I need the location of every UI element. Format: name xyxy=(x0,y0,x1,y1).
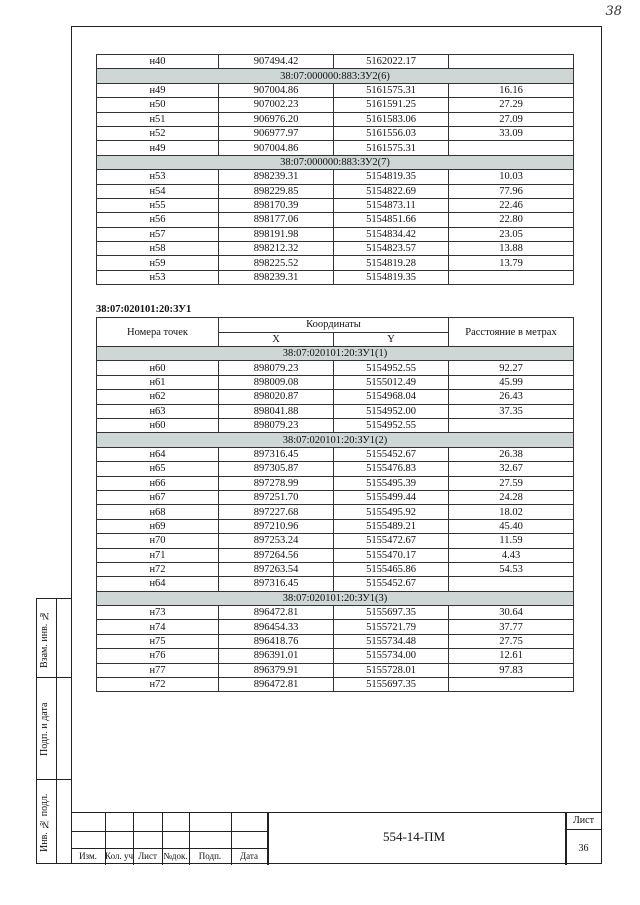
point-cell: н63 xyxy=(97,404,219,418)
table-row xyxy=(97,55,574,69)
table-row xyxy=(97,548,574,562)
distance-cell: 27.75 xyxy=(449,634,574,648)
table-row xyxy=(97,606,574,620)
x-cell: 907494.42 xyxy=(219,55,334,69)
y-cell: 5161591.25 xyxy=(334,98,449,112)
group-title: 38:07:020101:20:ЗУ1(3) xyxy=(97,591,574,605)
table-row xyxy=(97,83,574,97)
table-row xyxy=(97,227,574,241)
table-row xyxy=(97,213,574,227)
y-cell: 5154834.42 xyxy=(334,227,449,241)
table-row xyxy=(97,361,574,375)
point-cell: н67 xyxy=(97,490,219,504)
x-cell: 896379.91 xyxy=(219,663,334,677)
table-row xyxy=(97,198,574,212)
table-row xyxy=(97,404,574,418)
table-row xyxy=(97,562,574,576)
group-header-row xyxy=(97,591,574,605)
x-cell: 898170.39 xyxy=(219,198,334,212)
header-coordinates: Координаты xyxy=(219,318,449,332)
x-cell: 898239.31 xyxy=(219,270,334,284)
group-header-row xyxy=(97,433,574,447)
sheet-label: Лист xyxy=(573,815,594,826)
point-cell: н53 xyxy=(97,270,219,284)
table-row xyxy=(97,649,574,663)
distance-cell: 45.40 xyxy=(449,519,574,533)
y-cell: 5154968.04 xyxy=(334,390,449,404)
x-cell: 896472.81 xyxy=(219,678,334,692)
table-row xyxy=(97,678,574,692)
point-cell: н54 xyxy=(97,184,219,198)
distance-cell: 13.79 xyxy=(449,256,574,270)
point-cell: н76 xyxy=(97,649,219,663)
table-row xyxy=(97,519,574,533)
distance-cell: 13.88 xyxy=(449,242,574,256)
x-cell: 898239.31 xyxy=(219,170,334,184)
x-cell: 897316.45 xyxy=(219,447,334,461)
point-cell: н77 xyxy=(97,663,219,677)
distance-cell: 30.64 xyxy=(449,606,574,620)
point-cell: н68 xyxy=(97,505,219,519)
table-row xyxy=(97,170,574,184)
point-cell: н61 xyxy=(97,375,219,389)
point-cell: н49 xyxy=(97,141,219,155)
distance-cell: 22.80 xyxy=(449,213,574,227)
point-cell: н56 xyxy=(97,213,219,227)
point-cell: н59 xyxy=(97,256,219,270)
x-cell: 898041.88 xyxy=(219,404,334,418)
y-cell: 5155697.35 xyxy=(334,606,449,620)
distance-cell xyxy=(449,55,574,69)
y-cell: 5155476.83 xyxy=(334,462,449,476)
y-cell: 5155472.67 xyxy=(334,534,449,548)
table-row xyxy=(97,534,574,548)
x-cell: 898020.87 xyxy=(219,390,334,404)
distance-cell xyxy=(449,418,574,432)
x-cell: 898191.98 xyxy=(219,227,334,241)
y-cell: 5154823.57 xyxy=(334,242,449,256)
x-cell: 907004.86 xyxy=(219,141,334,155)
x-cell: 898009.08 xyxy=(219,375,334,389)
table-row xyxy=(97,490,574,504)
point-cell: н51 xyxy=(97,112,219,126)
x-cell: 906977.97 xyxy=(219,126,334,140)
point-cell: н75 xyxy=(97,634,219,648)
y-cell: 5155452.67 xyxy=(334,447,449,461)
tb-label-ndok: №док. xyxy=(163,851,188,861)
y-cell: 5162022.17 xyxy=(334,55,449,69)
group-title: 38:07:020101:20:ЗУ1(1) xyxy=(97,347,574,361)
point-cell: н57 xyxy=(97,227,219,241)
point-cell: н64 xyxy=(97,447,219,461)
distance-cell: 92.27 xyxy=(449,361,574,375)
point-cell: н58 xyxy=(97,242,219,256)
y-cell: 5154952.00 xyxy=(334,404,449,418)
handwritten-page-number: 38 xyxy=(605,4,622,19)
distance-cell: 32.67 xyxy=(449,462,574,476)
tb-label-izm: Изм. xyxy=(79,851,97,861)
y-cell: 5155495.92 xyxy=(334,505,449,519)
table-row xyxy=(97,112,574,126)
distance-cell: 18.02 xyxy=(449,505,574,519)
x-cell: 897251.70 xyxy=(219,490,334,504)
table-row xyxy=(97,462,574,476)
y-cell: 5155470.17 xyxy=(334,548,449,562)
distance-cell: 37.77 xyxy=(449,620,574,634)
tb-label-data: Дата xyxy=(240,851,258,861)
table-row xyxy=(97,242,574,256)
distance-cell xyxy=(449,270,574,284)
coordinates-table-top xyxy=(96,54,574,285)
y-cell: 5155728.01 xyxy=(334,663,449,677)
distance-cell: 27.09 xyxy=(449,112,574,126)
x-cell: 896391.01 xyxy=(219,649,334,663)
header-distance: Расстояние в метрах xyxy=(449,318,574,347)
table-row xyxy=(97,447,574,461)
distance-cell: 26.43 xyxy=(449,390,574,404)
point-cell: н60 xyxy=(97,361,219,375)
x-cell: 896454.33 xyxy=(219,620,334,634)
distance-cell: 16.16 xyxy=(449,83,574,97)
distance-cell: 22.46 xyxy=(449,198,574,212)
sheet-number: 36 xyxy=(578,843,589,854)
stamp-column-divider xyxy=(56,599,57,863)
group-header-row xyxy=(97,69,574,83)
distance-cell: 37.35 xyxy=(449,404,574,418)
y-cell: 5154819.28 xyxy=(334,256,449,270)
table-row xyxy=(97,634,574,648)
point-cell: н60 xyxy=(97,418,219,432)
y-cell: 5155452.67 xyxy=(334,577,449,591)
point-cell: н40 xyxy=(97,55,219,69)
y-cell: 5155697.35 xyxy=(334,678,449,692)
table-row xyxy=(97,184,574,198)
group-header-row xyxy=(97,155,574,169)
point-cell: н72 xyxy=(97,678,219,692)
point-cell: н50 xyxy=(97,98,219,112)
distance-cell: 97.83 xyxy=(449,663,574,677)
x-cell: 897316.45 xyxy=(219,577,334,591)
table-row xyxy=(97,375,574,389)
x-cell: 897253.24 xyxy=(219,534,334,548)
point-cell: н62 xyxy=(97,390,219,404)
y-cell: 5161575.31 xyxy=(334,83,449,97)
tb-label-list: Лист xyxy=(138,851,157,861)
x-cell: 897264.56 xyxy=(219,548,334,562)
document-content xyxy=(96,54,573,692)
x-cell: 896472.81 xyxy=(219,606,334,620)
x-cell: 897305.87 xyxy=(219,462,334,476)
distance-cell: 26.38 xyxy=(449,447,574,461)
x-cell: 898079.23 xyxy=(219,361,334,375)
y-cell: 5155499.44 xyxy=(334,490,449,504)
y-cell: 5155012.49 xyxy=(334,375,449,389)
stamp-divider xyxy=(37,779,71,780)
x-cell: 897227.68 xyxy=(219,505,334,519)
y-cell: 5154822.69 xyxy=(334,184,449,198)
distance-cell xyxy=(449,141,574,155)
y-cell: 5154819.35 xyxy=(334,170,449,184)
header-x: X xyxy=(219,332,334,346)
distance-cell: 4.43 xyxy=(449,548,574,562)
table-row xyxy=(97,270,574,284)
stamp-label-podp-data: Подп. и дата xyxy=(39,702,50,756)
table-row xyxy=(97,418,574,432)
distance-cell: 27.29 xyxy=(449,98,574,112)
left-stamp xyxy=(36,598,72,864)
table-row xyxy=(97,141,574,155)
table-row xyxy=(97,505,574,519)
y-cell: 5155721.79 xyxy=(334,620,449,634)
y-cell: 5154952.55 xyxy=(334,418,449,432)
y-cell: 5155465.86 xyxy=(334,562,449,576)
y-cell: 5154873.11 xyxy=(334,198,449,212)
x-cell: 897210.96 xyxy=(219,519,334,533)
table-row xyxy=(97,577,574,591)
y-cell: 5155734.48 xyxy=(334,634,449,648)
stamp-label-inv-podl: Инв. № подл. xyxy=(39,793,50,853)
point-cell: н71 xyxy=(97,548,219,562)
x-cell: 897278.99 xyxy=(219,476,334,490)
header-points: Номера точек xyxy=(97,318,219,347)
table-row xyxy=(97,476,574,490)
point-cell: н69 xyxy=(97,519,219,533)
x-cell: 907004.86 xyxy=(219,83,334,97)
point-cell: н74 xyxy=(97,620,219,634)
point-cell: н55 xyxy=(97,198,219,212)
point-cell: н65 xyxy=(97,462,219,476)
point-cell: н53 xyxy=(97,170,219,184)
table-row xyxy=(97,663,574,677)
y-cell: 5154952.55 xyxy=(334,361,449,375)
table-row xyxy=(97,620,574,634)
y-cell: 5161575.31 xyxy=(334,141,449,155)
tb-label-podp: Подп. xyxy=(198,851,222,861)
distance-cell xyxy=(449,678,574,692)
x-cell: 898225.52 xyxy=(219,256,334,270)
title-block xyxy=(71,812,602,865)
distance-cell: 27.59 xyxy=(449,476,574,490)
y-cell: 5155489.21 xyxy=(334,519,449,533)
tb-label-kol-uch: Кол. уч xyxy=(105,851,133,861)
x-cell: 898212.32 xyxy=(219,242,334,256)
x-cell: 907002.23 xyxy=(219,98,334,112)
x-cell: 898229.85 xyxy=(219,184,334,198)
group-title: 38:07:020101:20:ЗУ1(2) xyxy=(97,433,574,447)
distance-cell: 24.28 xyxy=(449,490,574,504)
document-code: 554-14-ПМ xyxy=(382,829,446,844)
distance-cell: 23.05 xyxy=(449,227,574,241)
table-row xyxy=(97,126,574,140)
x-cell: 898177.06 xyxy=(219,213,334,227)
point-cell: н70 xyxy=(97,534,219,548)
x-cell: 897263.54 xyxy=(219,562,334,576)
table-row xyxy=(97,390,574,404)
x-cell: 898079.23 xyxy=(219,418,334,432)
y-cell: 5155734.00 xyxy=(334,649,449,663)
distance-cell: 10.03 xyxy=(449,170,574,184)
header-y: Y xyxy=(334,332,449,346)
point-cell: н73 xyxy=(97,606,219,620)
stamp-label-vzam: Взам. инв. № xyxy=(39,610,50,668)
section-title: 38:07:020101:20:ЗУ1 xyxy=(96,304,192,316)
distance-cell: 11.59 xyxy=(449,534,574,548)
y-cell: 5161583.06 xyxy=(334,112,449,126)
stamp-divider xyxy=(37,677,71,678)
distance-cell: 77.96 xyxy=(449,184,574,198)
group-title: 38:07:000000:883:ЗУ2(6) xyxy=(97,69,574,83)
coordinates-table-zu1 xyxy=(96,317,574,692)
point-cell: н52 xyxy=(97,126,219,140)
group-title: 38:07:000000:883:ЗУ2(7) xyxy=(97,155,574,169)
y-cell: 5155495.39 xyxy=(334,476,449,490)
y-cell: 5161556.03 xyxy=(334,126,449,140)
distance-cell xyxy=(449,577,574,591)
point-cell: н66 xyxy=(97,476,219,490)
distance-cell: 33.09 xyxy=(449,126,574,140)
x-cell: 896418.76 xyxy=(219,634,334,648)
distance-cell: 12.61 xyxy=(449,649,574,663)
point-cell: н49 xyxy=(97,83,219,97)
y-cell: 5154851.66 xyxy=(334,213,449,227)
point-cell: н64 xyxy=(97,577,219,591)
table-row xyxy=(97,256,574,270)
distance-cell: 54.53 xyxy=(449,562,574,576)
group-header-row xyxy=(97,347,574,361)
table-row xyxy=(97,98,574,112)
distance-cell: 45.99 xyxy=(449,375,574,389)
y-cell: 5154819.35 xyxy=(334,270,449,284)
point-cell: н72 xyxy=(97,562,219,576)
x-cell: 906976.20 xyxy=(219,112,334,126)
